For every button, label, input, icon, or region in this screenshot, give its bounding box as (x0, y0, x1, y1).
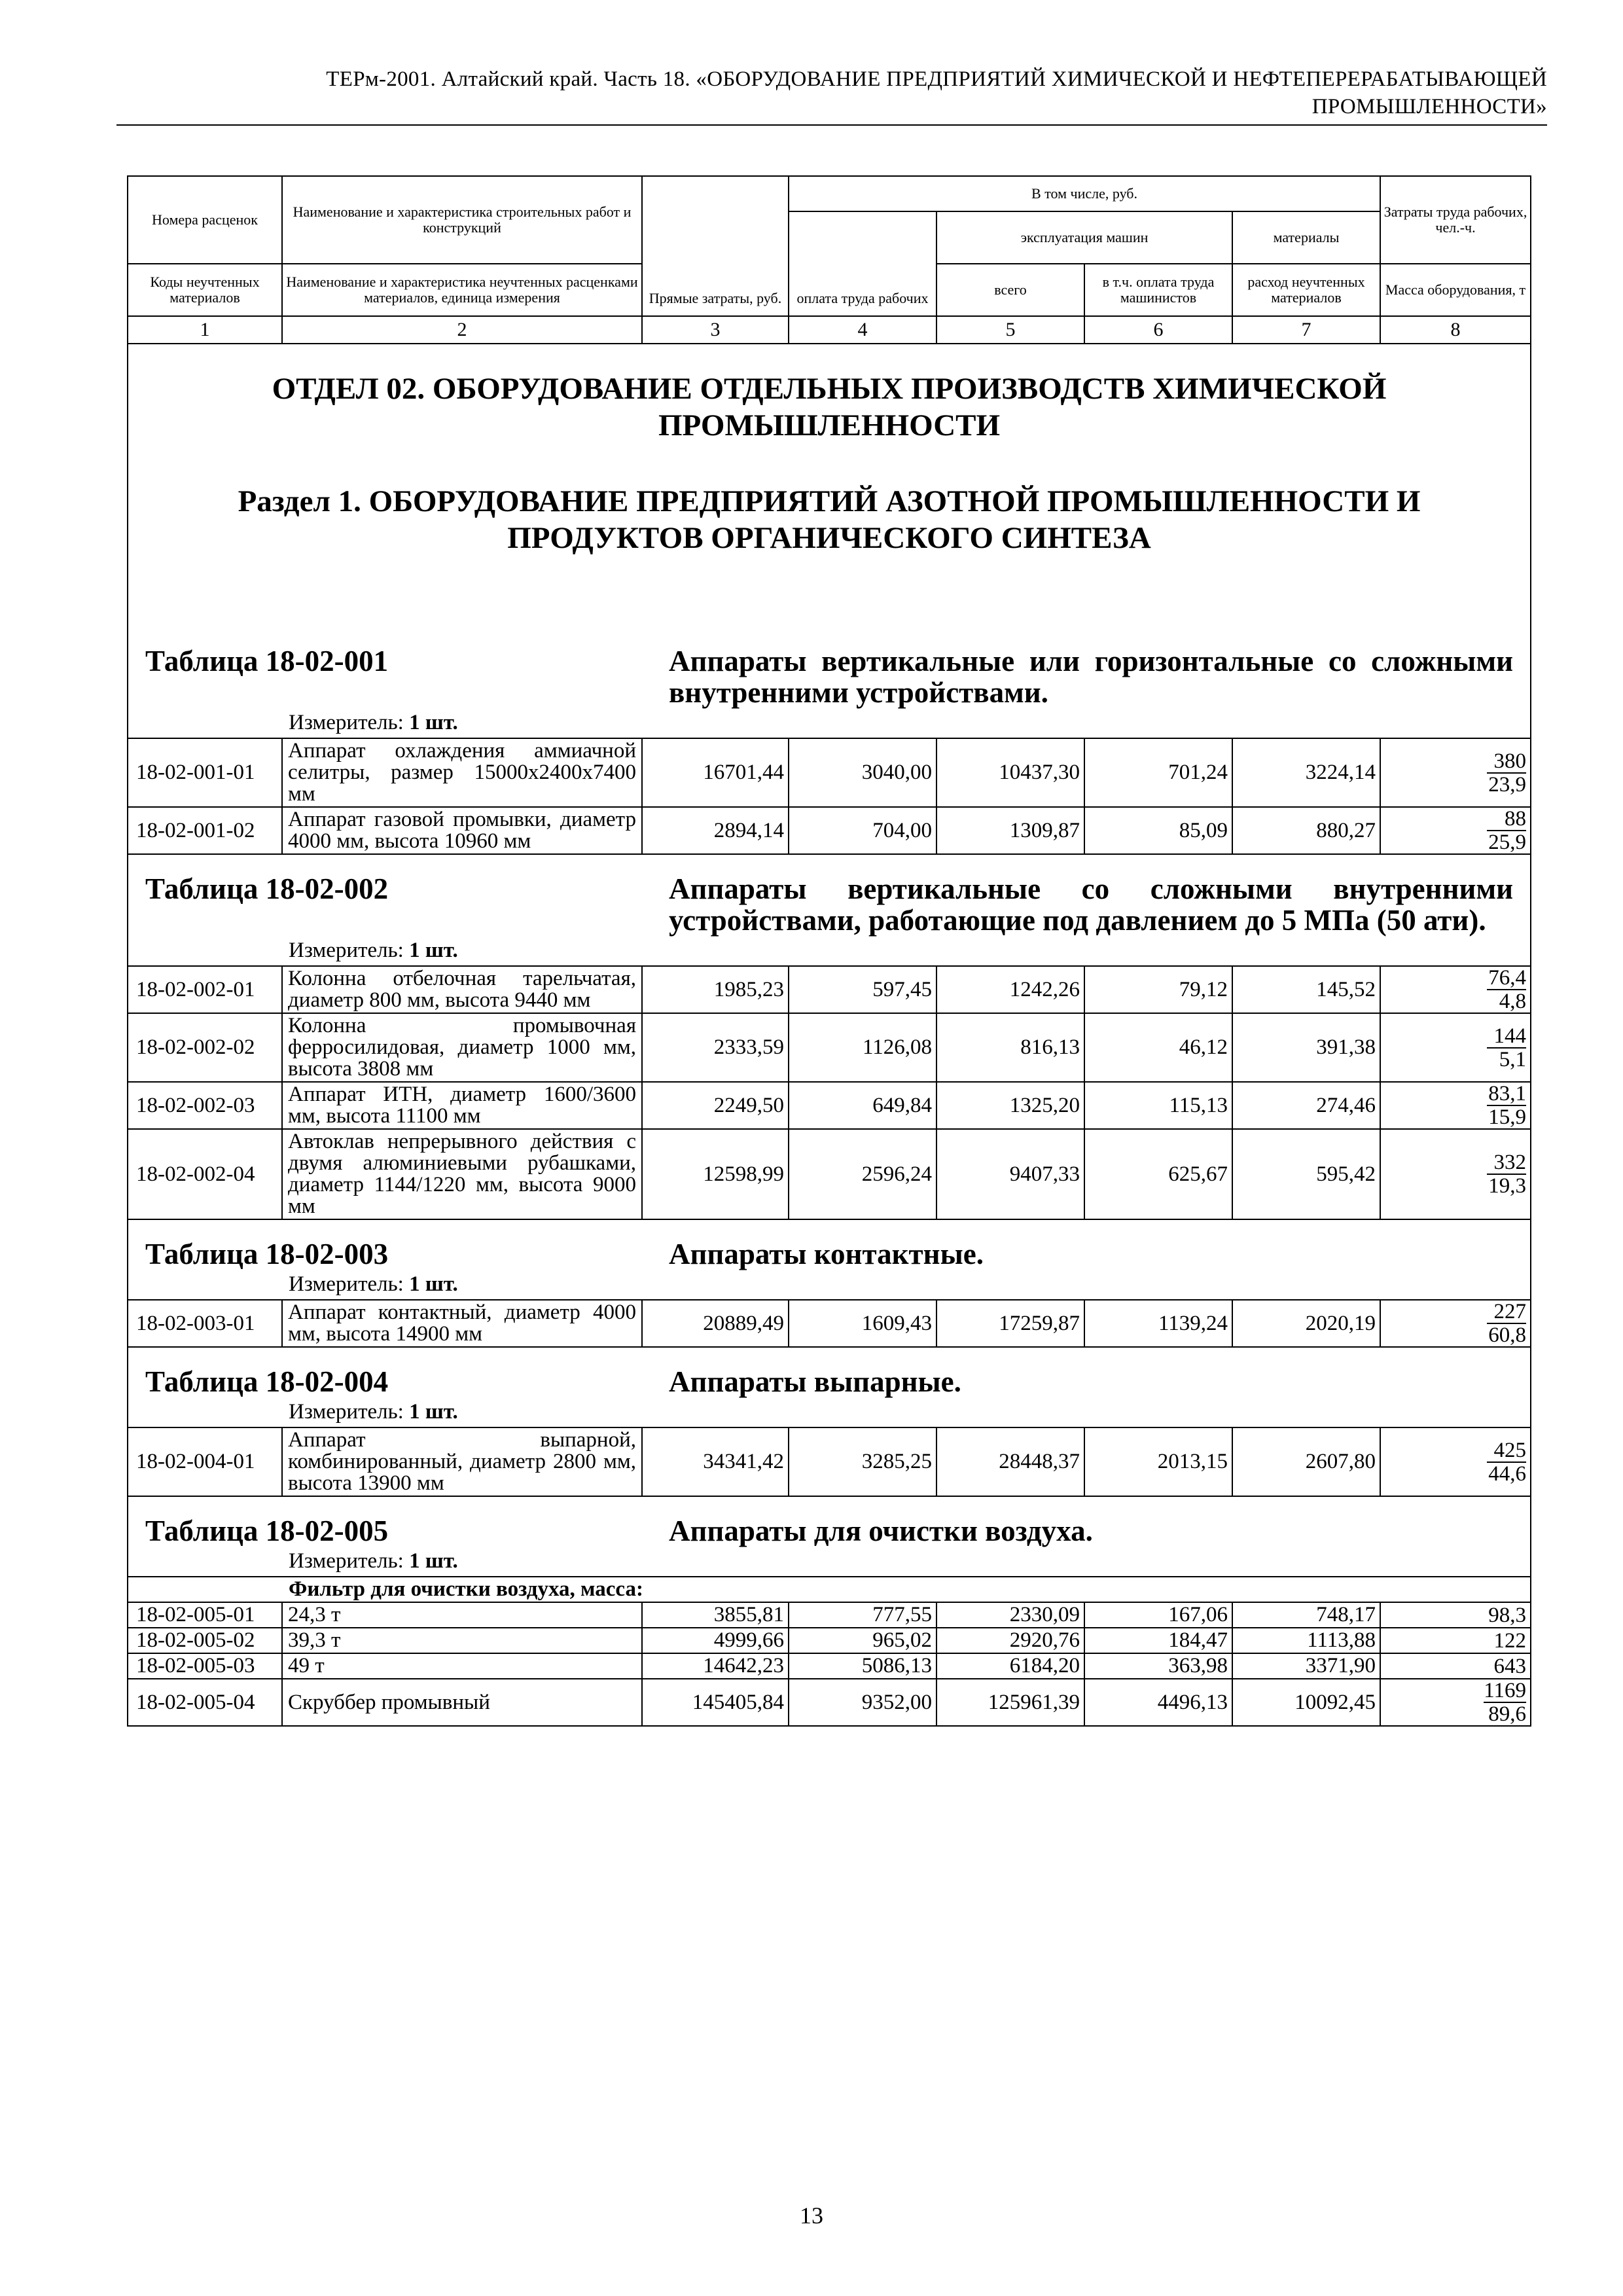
direct-costs-value: 14642,23 (642, 1653, 789, 1679)
measure-value: 1 шт. (409, 1272, 458, 1296)
direct-costs-value: 1985,23 (642, 966, 789, 1013)
table-title: Аппараты для очистки воздуха. (669, 1515, 1093, 1547)
machinist-pay-value: 4496,13 (1084, 1679, 1232, 1726)
rate-code: 18-02-002-01 (128, 966, 282, 1013)
machinist-pay-value: 184,47 (1084, 1628, 1232, 1653)
item-name: 39,3 т (282, 1628, 642, 1653)
item-name: 24,3 т (282, 1602, 642, 1628)
measure-value: 1 шт. (409, 939, 458, 962)
column-number: 8 (1380, 316, 1531, 344)
table-title-block (128, 854, 1531, 939)
mass-value: 4,8 (1499, 990, 1527, 1013)
labor-mass-cell (1380, 966, 1531, 1013)
measure-label: Измеритель: (289, 711, 404, 734)
rates-table (127, 175, 1531, 1727)
table-row (128, 1300, 1531, 1347)
materials-value: 2020,19 (1232, 1300, 1380, 1347)
worker-pay-value: 5086,13 (789, 1653, 936, 1679)
rate-code: 18-02-001-01 (128, 738, 282, 807)
item-name: Скруббер промывный (282, 1679, 642, 1726)
worker-pay-value: 597,45 (789, 966, 936, 1013)
direct-costs-value: 34341,42 (642, 1427, 789, 1496)
labor-value: 425 (1487, 1439, 1526, 1463)
table-row (128, 1602, 1531, 1628)
item-name: Автоклав непрерывного действия с двумя алюминиевыми рубашками, диаметр 1144/1220 мм, высота 9000 мм (282, 1129, 642, 1219)
worker-pay-value: 3040,00 (789, 738, 936, 807)
direct-costs-value: 2249,50 (642, 1082, 789, 1129)
col-machine-use: эксплуатация машин (936, 211, 1232, 264)
item-name: Аппарат ИТН, диаметр 1600/3600 мм, высота 11100 мм (282, 1082, 642, 1129)
labor-mass-cell (1380, 1300, 1531, 1347)
item-name: 49 т (282, 1653, 642, 1679)
machinist-pay-value: 701,24 (1084, 738, 1232, 807)
measure-label: Измеритель: (289, 1272, 404, 1296)
column-number: 3 (642, 316, 789, 344)
header-rule (116, 124, 1547, 126)
worker-pay-value: 1126,08 (789, 1013, 936, 1082)
table-number: Таблица 18-02-005 (145, 1515, 389, 1547)
table-title: Аппараты вертикальные со сложными внутренними устройствами, работающие под давлением до 5 МПа (50 ати). (669, 872, 1514, 937)
column-number: 5 (936, 316, 1084, 344)
rate-code: 18-02-005-02 (128, 1628, 282, 1653)
item-name: Колонна промывочная ферросилидовая, диаметр 1000 мм, высота 3808 мм (282, 1013, 642, 1082)
table-row (128, 1679, 1531, 1726)
page-number: 13 (800, 2202, 823, 2229)
worker-pay-value: 3285,25 (789, 1427, 936, 1496)
materials-value: 3371,90 (1232, 1653, 1380, 1679)
machinist-pay-value: 625,67 (1084, 1129, 1232, 1219)
worker-pay-value: 704,00 (789, 807, 936, 854)
rate-code: 18-02-001-02 (128, 807, 282, 854)
table-title: Аппараты выпарные. (669, 1365, 961, 1398)
table-row (128, 1013, 1531, 1082)
filter-subheading: Фильтр для очистки воздуха, масса: (128, 1577, 1531, 1602)
col-materials: материалы (1232, 211, 1380, 264)
machinist-pay-value: 1139,24 (1084, 1300, 1232, 1347)
item-name: Аппарат охлаждения аммиачной селитры, размер 15000x2400x7400 мм (282, 738, 642, 807)
col-unaccounted-materials: расход неучтенных материалов (1232, 264, 1380, 316)
labor-value: 380 (1487, 750, 1526, 774)
col-rate-numbers: Номера расценок (128, 176, 282, 264)
labor-mass-cell (1380, 738, 1531, 807)
machinist-pay-value: 2013,15 (1084, 1427, 1232, 1496)
col-worker-pay: оплата труда рабочих (789, 211, 936, 316)
rates-body (128, 627, 1531, 1726)
table-number: Таблица 18-02-002 (145, 872, 389, 905)
item-name: Аппарат контактный, диаметр 4000 мм, высота 14900 мм (282, 1300, 642, 1347)
worker-pay-value: 2596,24 (789, 1129, 936, 1219)
table-title: Аппараты вертикальные или горизонтальные со сложными внутренними устройствами. (669, 645, 1514, 709)
mass-value: 60,8 (1488, 1323, 1527, 1347)
measure-unit (128, 939, 1531, 966)
machine-total-value: 1242,26 (936, 966, 1084, 1013)
measure-label: Измеритель: (289, 939, 404, 962)
running-header-line1: ТЕРм-2001. Алтайский край. Часть 18. «ОБОРУДОВАНИЕ ПРЕДПРИЯТИЙ ХИМИЧЕСКОЙ И НЕФТЕПЕРЕРАБАТЫВАЮЩЕЙ (326, 67, 1547, 91)
direct-costs-value: 4999,66 (642, 1628, 789, 1653)
machine-total-value: 17259,87 (936, 1300, 1084, 1347)
table-title-block (128, 1219, 1531, 1272)
measure-unit (128, 1549, 1531, 1577)
rate-code: 18-02-003-01 (128, 1300, 282, 1347)
mass-value: 19,3 (1488, 1174, 1527, 1198)
mass-value: 25,9 (1488, 831, 1527, 854)
running-header (116, 65, 1547, 120)
direct-costs-value: 20889,49 (642, 1300, 789, 1347)
materials-value: 880,27 (1232, 807, 1380, 854)
mass-value: 89,6 (1488, 1702, 1527, 1726)
measure-unit (128, 1400, 1531, 1427)
column-number: 1 (128, 316, 282, 344)
rate-code: 18-02-002-02 (128, 1013, 282, 1082)
machinist-pay-value: 115,13 (1084, 1082, 1232, 1129)
running-header-line2: ПРОМЫШЛЕННОСТИ» (1311, 95, 1547, 118)
labor-value: 98,3 (1488, 1603, 1527, 1627)
column-number: 4 (789, 316, 936, 344)
table-row (128, 738, 1531, 807)
mass-value: 44,6 (1488, 1462, 1527, 1486)
direct-costs-value: 145405,84 (642, 1679, 789, 1726)
machine-total-value: 1325,20 (936, 1082, 1084, 1129)
machinist-pay-value: 85,09 (1084, 807, 1232, 854)
machine-total-value: 125961,39 (936, 1679, 1084, 1726)
razdel-heading-line2: ПРОДУКТОВ ОРГАНИЧЕСКОГО СИНТЕЗА (507, 521, 1151, 555)
labor-mass-cell (1380, 1653, 1531, 1679)
table-number: Таблица 18-02-003 (145, 1238, 389, 1270)
machine-total-value: 28448,37 (936, 1427, 1084, 1496)
table-row (128, 1427, 1531, 1496)
table-row (128, 1129, 1531, 1219)
machine-total-value: 9407,33 (936, 1129, 1084, 1219)
item-name: Аппарат выпарной, комбинированный, диаметр 2800 мм, высота 13900 мм (282, 1427, 642, 1496)
measure-label: Измеритель: (289, 1549, 404, 1573)
direct-costs-value: 2894,14 (642, 807, 789, 854)
labor-value: 1169 (1484, 1679, 1527, 1702)
item-name: Аппарат газовой промывки, диаметр 4000 мм, высота 10960 мм (282, 807, 642, 854)
col-material-codes: Коды неучтенных материалов (128, 264, 282, 316)
measure-value: 1 шт. (409, 1400, 458, 1424)
machine-total-value: 2920,76 (936, 1628, 1084, 1653)
table-title-block (128, 1347, 1531, 1400)
labor-mass-cell (1380, 1082, 1531, 1129)
machinist-pay-value: 363,98 (1084, 1653, 1232, 1679)
direct-costs-value: 12598,99 (642, 1129, 789, 1219)
col-direct-costs: Прямые затраты, руб. (642, 176, 789, 316)
column-number-row (128, 316, 1531, 344)
mass-value: 5,1 (1499, 1047, 1527, 1071)
worker-pay-value: 649,84 (789, 1082, 936, 1129)
col-including: В том числе, руб. (789, 176, 1380, 211)
column-number: 2 (282, 316, 642, 344)
rates-table-container (127, 175, 1530, 1727)
rate-code: 18-02-004-01 (128, 1427, 282, 1496)
col-material-name: Наименование и характеристика неучтенных расценками материалов, единица измерения (282, 264, 642, 316)
otdel-heading-line2: ПРОМЫШЛЕННОСТИ (658, 408, 1001, 442)
machinist-pay-value: 46,12 (1084, 1013, 1232, 1082)
labor-value: 83,1 (1487, 1083, 1526, 1106)
materials-value: 274,46 (1232, 1082, 1380, 1129)
labor-mass-cell (1380, 1129, 1531, 1219)
otdel-heading (128, 344, 1531, 483)
materials-value: 2607,80 (1232, 1427, 1380, 1496)
col-equipment-mass: Масса оборудования, т (1380, 264, 1531, 316)
direct-costs-value: 16701,44 (642, 738, 789, 807)
table-row (128, 1653, 1531, 1679)
direct-costs-value: 2333,59 (642, 1013, 789, 1082)
measure-value: 1 шт. (409, 711, 458, 734)
labor-value: 144 (1487, 1025, 1526, 1049)
labor-mass-cell (1380, 807, 1531, 854)
col-machinist-pay: в т.ч. оплата труда машинистов (1084, 264, 1232, 316)
measure-unit (128, 1272, 1531, 1300)
labor-value: 122 (1493, 1628, 1527, 1653)
rate-code: 18-02-005-03 (128, 1653, 282, 1679)
mass-value: 15,9 (1488, 1105, 1527, 1129)
razdel-heading-line1: Раздел 1. ОБОРУДОВАНИЕ ПРЕДПРИЯТИЙ АЗОТНОЙ ПРОМЫШЛЕННОСТИ И (238, 484, 1421, 518)
table-number: Таблица 18-02-004 (145, 1365, 389, 1398)
materials-value: 391,38 (1232, 1013, 1380, 1082)
materials-value: 595,42 (1232, 1129, 1380, 1219)
rate-code: 18-02-002-03 (128, 1082, 282, 1129)
column-number: 7 (1232, 316, 1380, 344)
measure-label: Измеритель: (289, 1400, 404, 1424)
table-row (128, 1082, 1531, 1129)
table-title: Аппараты контактные. (669, 1238, 984, 1270)
worker-pay-value: 1609,43 (789, 1300, 936, 1347)
otdel-heading-line1: ОТДЕЛ 02. ОБОРУДОВАНИЕ ОТДЕЛЬНЫХ ПРОИЗВОДСТВ ХИМИЧЕСКОЙ (272, 372, 1387, 406)
measure-value: 1 шт. (409, 1549, 458, 1573)
machine-total-value: 1309,87 (936, 807, 1084, 854)
labor-value: 227 (1487, 1300, 1526, 1324)
col-work-name: Наименование и характеристика строительных работ и конструкций (282, 176, 642, 264)
labor-value: 643 (1493, 1654, 1527, 1678)
rate-code: 18-02-002-04 (128, 1129, 282, 1219)
rate-code: 18-02-005-01 (128, 1602, 282, 1628)
machinist-pay-value: 167,06 (1084, 1602, 1232, 1628)
labor-mass-cell (1380, 1013, 1531, 1082)
labor-mass-cell (1380, 1427, 1531, 1496)
machine-total-value: 6184,20 (936, 1653, 1084, 1679)
machine-total-value: 816,13 (936, 1013, 1084, 1082)
table-title-block (128, 1496, 1531, 1549)
col-machine-total: всего (936, 264, 1084, 316)
table-row (128, 807, 1531, 854)
direct-costs-value: 3855,81 (642, 1602, 789, 1628)
machine-total-value: 2330,09 (936, 1602, 1084, 1628)
labor-mass-cell (1380, 1628, 1531, 1653)
materials-value: 748,17 (1232, 1602, 1380, 1628)
mass-value: 23,9 (1488, 772, 1527, 797)
machinist-pay-value: 79,12 (1084, 966, 1232, 1013)
column-number: 6 (1084, 316, 1232, 344)
col-labor: Затраты труда рабочих, чел.-ч. (1380, 176, 1531, 264)
labor-mass-cell (1380, 1602, 1531, 1628)
table-row (128, 1628, 1531, 1653)
item-name: Колонна отбелочная тарельчатая, диаметр 800 мм, высота 9440 мм (282, 966, 642, 1013)
rate-code: 18-02-005-04 (128, 1679, 282, 1726)
labor-value: 88 (1487, 808, 1526, 831)
table-header (128, 176, 1531, 627)
labor-value: 76,4 (1487, 967, 1526, 990)
materials-value: 10092,45 (1232, 1679, 1380, 1726)
measure-unit (128, 711, 1531, 738)
razdel-heading (128, 483, 1531, 627)
labor-value: 332 (1487, 1151, 1526, 1175)
materials-value: 145,52 (1232, 966, 1380, 1013)
table-row (128, 966, 1531, 1013)
worker-pay-value: 777,55 (789, 1602, 936, 1628)
materials-value: 3224,14 (1232, 738, 1380, 807)
machine-total-value: 10437,30 (936, 738, 1084, 807)
worker-pay-value: 965,02 (789, 1628, 936, 1653)
worker-pay-value: 9352,00 (789, 1679, 936, 1726)
table-number: Таблица 18-02-001 (145, 645, 389, 677)
labor-mass-cell (1380, 1679, 1531, 1726)
materials-value: 1113,88 (1232, 1628, 1380, 1653)
table-title-block (128, 627, 1531, 711)
